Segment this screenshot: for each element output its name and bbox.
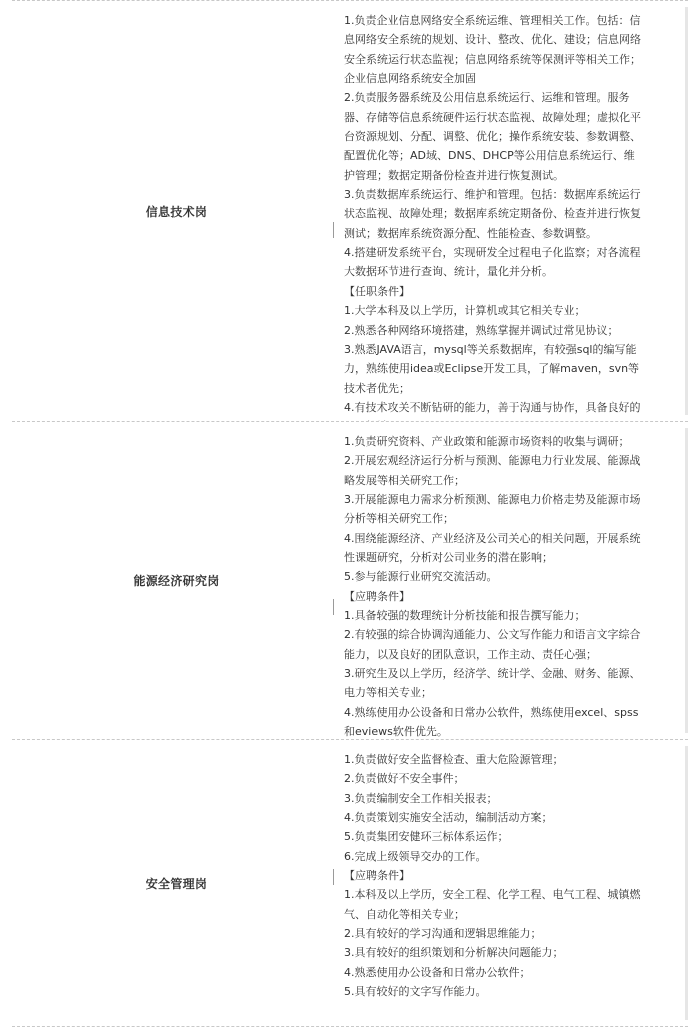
description-line: 2.有较强的综合协调沟通能力、公文写作能力和语言文字综合 <box>344 628 641 642</box>
job-description <box>341 740 688 1026</box>
description-line: 3.具有较好的组织策划和分析解决问题能力； <box>344 946 564 960</box>
description-line: 护管理；数据定期备份检查并进行恢复测试。 <box>344 168 564 182</box>
description-line: 电力等相关专业； <box>344 686 432 700</box>
description-line: 安全系统运行状态监视；信息网络系统等保测评等相关工作； <box>344 52 641 66</box>
description-line: 器、存储等信息系统硬件运行状态监视、故障处理；虚拟化平 <box>344 110 641 124</box>
cell-divider <box>333 599 334 615</box>
description-line: 3.熟悉JAVA语言，mysql等关系数据库，有较强sql的编写能 <box>344 342 637 356</box>
description-line: 2.开展宏观经济运行分析与预测、能源电力行业发展、能源战 <box>344 454 641 468</box>
description-line: 息网络安全系统的规划、设计、整改、优化、建设；信息网络 <box>344 33 641 47</box>
description-line: 力，熟练使用idea或Eclipse开发工具，了解maven，svn等 <box>344 362 640 376</box>
job-title: 信息技术岗 <box>145 204 208 219</box>
description-line: 4.熟练使用办公设备和日常办公软件，熟练使用excel、spss <box>344 705 639 719</box>
description-line: 配置优化等；AD域、DNS、DHCP等公用信息系统运行、维 <box>344 149 635 163</box>
description-line: 性课题研究，分析对公司业务的潜在影响； <box>344 551 553 565</box>
job-title-cell <box>12 1 341 421</box>
description-line: 1.负责研究资料、产业政策和能源市场资料的收集与调研； <box>344 435 630 448</box>
job-title-cell <box>12 740 341 1026</box>
job-row-energy <box>12 421 688 739</box>
description-line: 4.熟悉使用办公设备和日常办公软件； <box>344 965 531 979</box>
description-line: 分析等相关研究工作； <box>344 512 454 526</box>
description-line: 4.围绕能源经济、产业经济及公司关心的相关问题，开展系统 <box>344 531 641 545</box>
description-line: 气、自动化等相关专业； <box>344 907 465 921</box>
description-line: 1.具备较强的数理统计分析技能和报告撰写能力； <box>344 609 586 623</box>
description-line: 大数据环节进行查询、统计，量化并分析。 <box>344 265 553 279</box>
description-line: 5.具有较好的文字写作能力。 <box>344 985 487 999</box>
description-line: 1.负责企业信息网络安全系统运维、管理相关工作。包括：信 <box>344 14 641 27</box>
description-line: 4.负责策划实施安全活动，编制活动方案； <box>344 811 553 825</box>
job-title: 安全管理岗 <box>145 876 208 891</box>
description-line: 略发展等相关研究工作； <box>344 473 465 487</box>
job-title-cell <box>12 422 341 739</box>
cell-edge <box>685 746 688 1020</box>
cell-divider <box>333 869 334 885</box>
job-table <box>12 0 688 1027</box>
description-line: 2.负责做好不安全事件； <box>344 772 465 786</box>
job-row-safety <box>12 739 688 1027</box>
description-line: 测试；数据库系统资源分配、性能检查、参数调整。 <box>344 226 597 240</box>
description-line: 5.负责集团安健环三标体系运作； <box>344 830 509 844</box>
job-description <box>341 1 688 421</box>
description-line: 3.负责数据库系统运行、维护和管理。包括：数据库系统运行 <box>344 188 641 202</box>
description-line: 3.研究生及以上学历，经济学、统计学、金融、财务、能源、 <box>344 667 641 681</box>
description-line: 4.搭建研发系统平台，实现研发全过程电子化监察；对各流程 <box>344 246 641 260</box>
cell-divider <box>333 222 334 238</box>
description-line: 2.具有较好的学习沟通和逻辑思维能力； <box>344 927 542 941</box>
description-line: 1.本科及以上学历，安全工程、化学工程、电气工程、城镇燃 <box>344 888 641 902</box>
cell-edge <box>685 428 688 733</box>
description-line: 台资源规划、分配、调整、优化；操作系统安装、参数调整、 <box>344 130 641 144</box>
description-line: 【应聘条件】 <box>344 589 410 603</box>
description-line: 【任职条件】 <box>344 284 410 298</box>
cell-edge <box>685 7 688 415</box>
job-title: 能源经济研究岗 <box>133 574 220 588</box>
description-line: 6.完成上级领导交办的工作。 <box>344 849 487 863</box>
description-line: 2.负责服务器系统及公用信息系统运行、运维和管理。服务 <box>344 91 630 105</box>
description-line: 1.负责做好安全监督检查、重大危险源管理； <box>344 753 564 766</box>
description-line: 2.熟悉各种网络环境搭建，熟练掌握并调试过常见协议； <box>344 323 619 337</box>
description-line: 【应聘条件】 <box>344 869 410 883</box>
description-line: 企业信息网络系统安全加固 <box>344 72 476 86</box>
description-line: 3.负责编制安全工作相关报表； <box>344 791 498 805</box>
description-line: 1.大学本科及以上学历，计算机或其它相关专业； <box>344 304 586 318</box>
job-description <box>341 422 688 739</box>
description-line: 状态监视、故障处理；数据库系统定期备份、检查并进行恢复 <box>344 207 641 221</box>
description-line: 能力，以及良好的团队意识，工作主动、责任心强； <box>344 647 597 661</box>
job-row-it <box>12 0 688 421</box>
description-line: 和eviews软件优先。 <box>344 725 448 739</box>
description-line: 技术者优先； <box>344 381 410 395</box>
description-line: 4.有技术攻关不断钻研的能力，善于沟通与协作，具备良好的 <box>344 400 641 414</box>
description-line: 5.参与能源行业研究交流活动。 <box>344 570 498 584</box>
description-line: 3.开展能源电力需求分析预测、能源电力价格走势及能源市场 <box>344 493 641 507</box>
